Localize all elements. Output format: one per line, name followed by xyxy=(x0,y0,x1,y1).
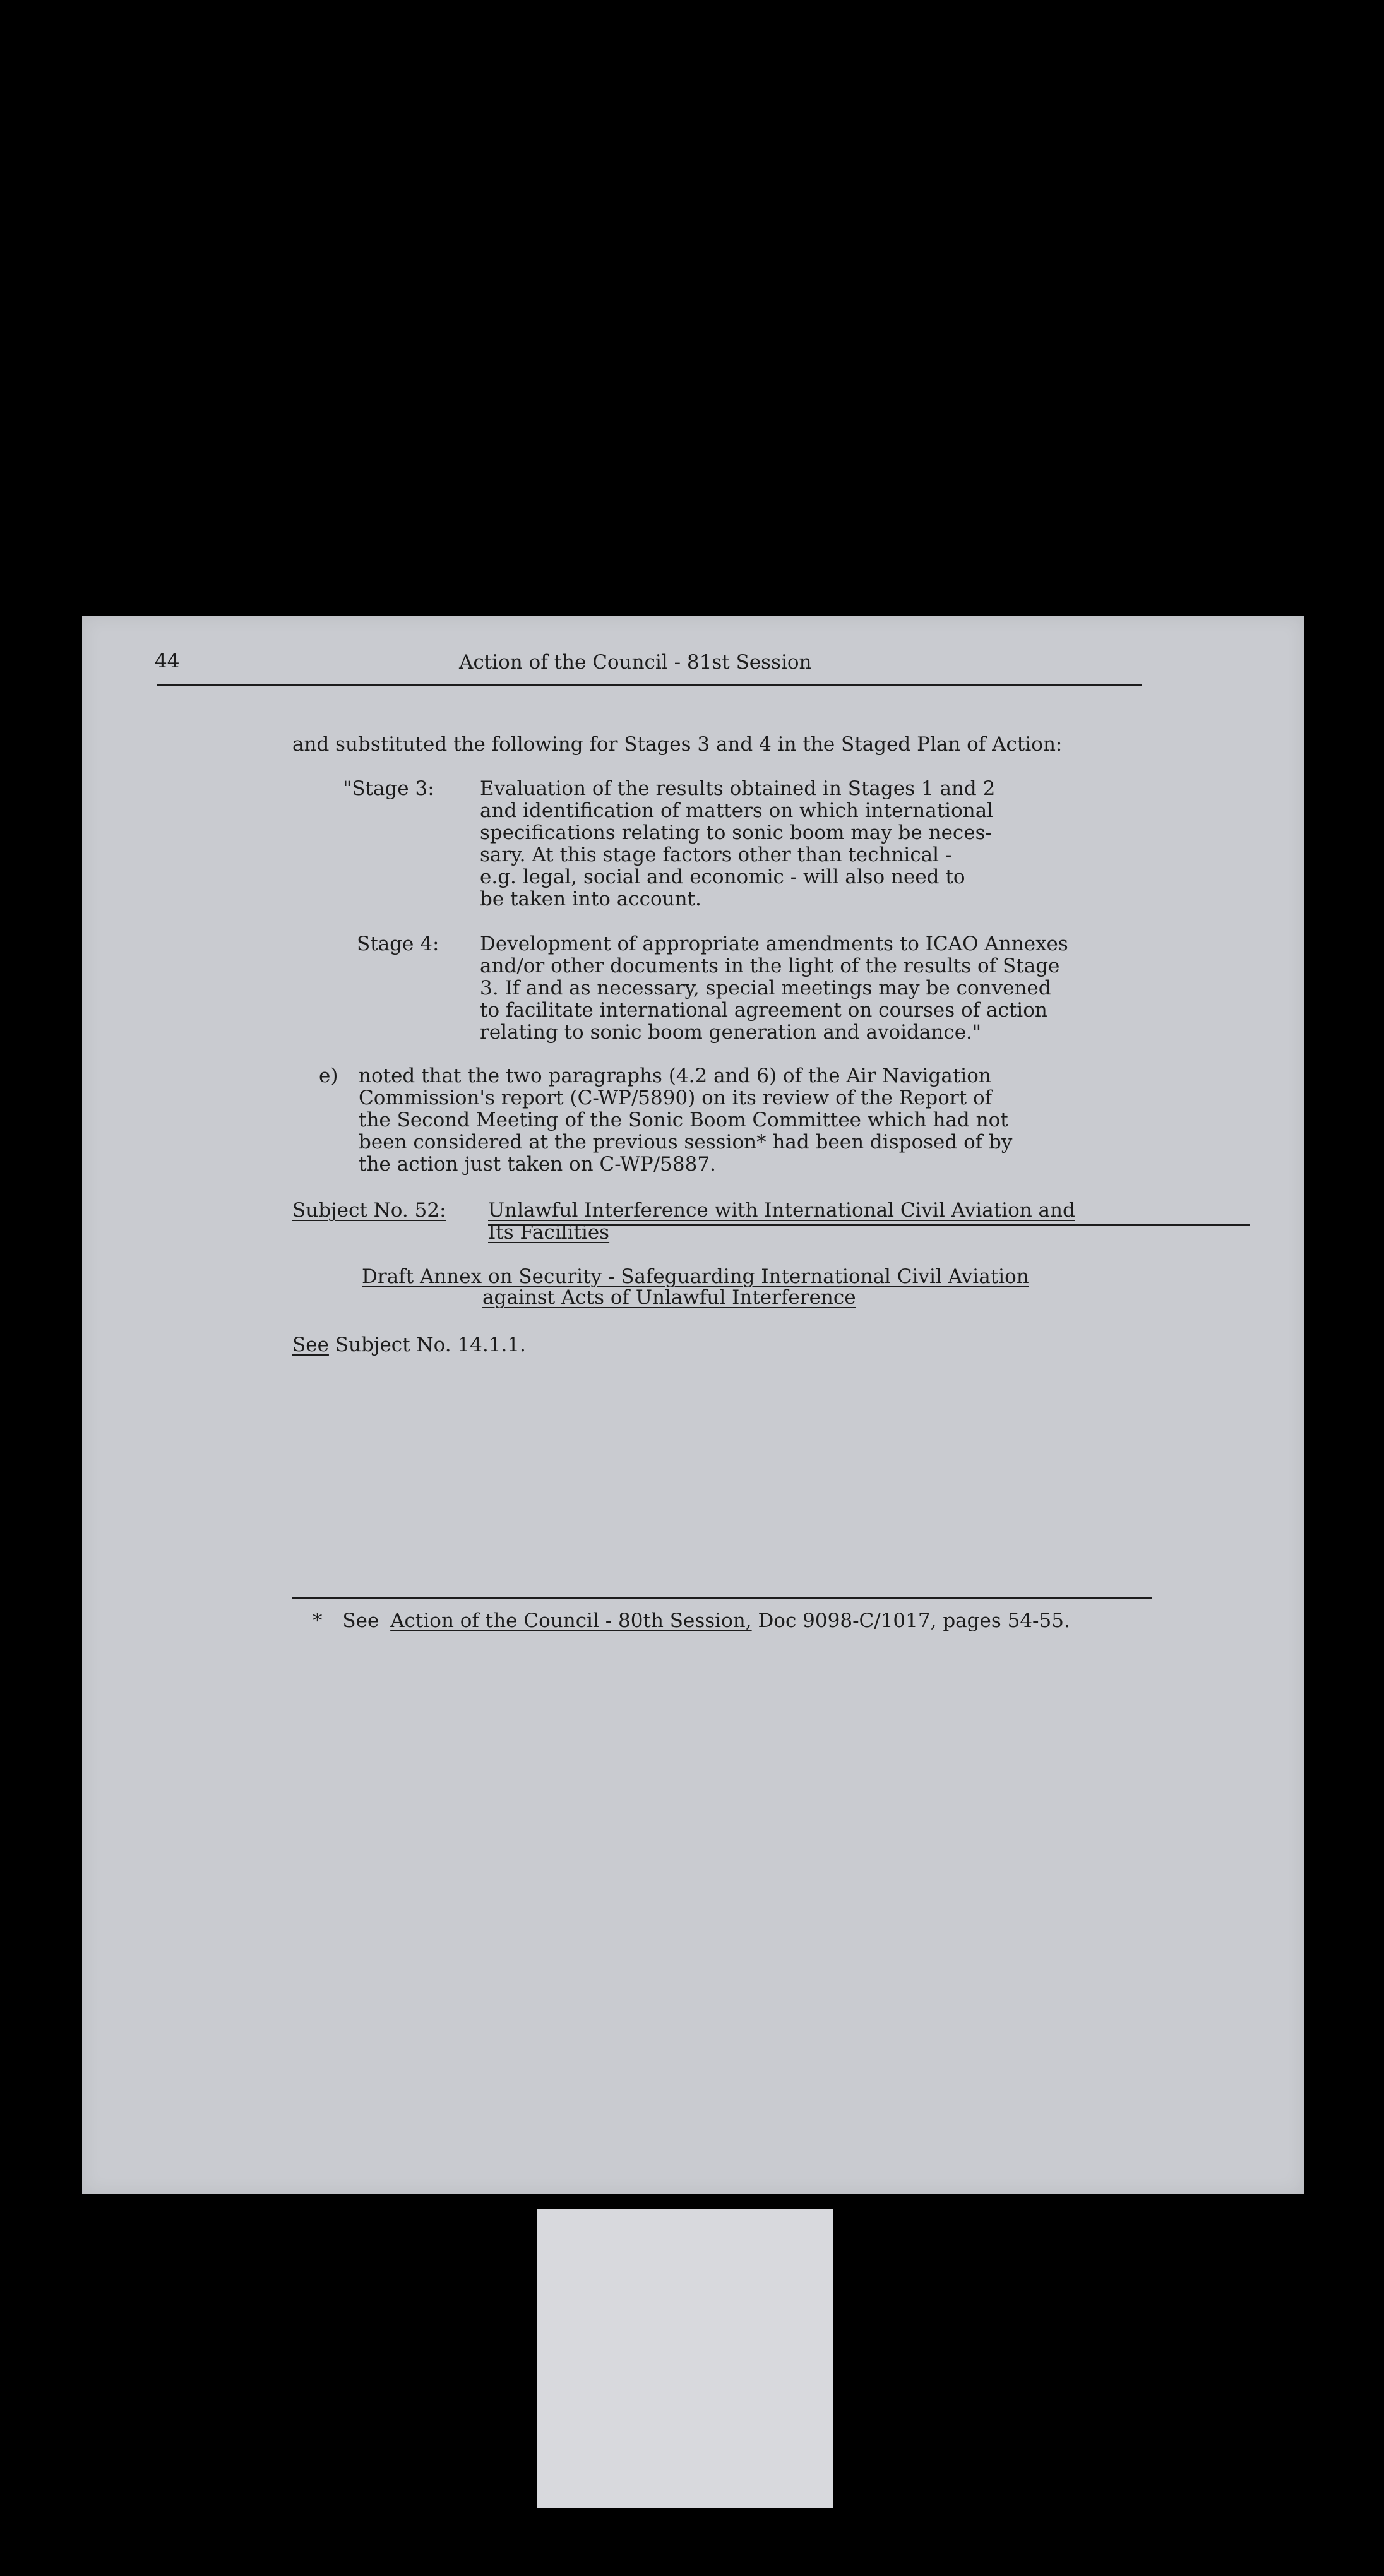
stage3-line: and identification of matters on which international xyxy=(480,799,994,822)
stage4-label: Stage 4: xyxy=(357,933,439,955)
stage3-text xyxy=(480,778,995,910)
paper-slip xyxy=(537,2209,833,2508)
stage4-line: 3. If and as necessary, special meetings may be convened xyxy=(480,977,1051,999)
document-page xyxy=(82,616,1304,2194)
header-rule xyxy=(157,684,1142,686)
footnote-marker: * xyxy=(313,1609,323,1632)
subject-label: Subject No. 52: xyxy=(292,1199,446,1222)
see-reference-rest: Subject No. 14.1.1. xyxy=(328,1333,526,1356)
running-title: Action of the Council - 81st Session xyxy=(459,651,812,674)
subject-subtitle-line1: Draft Annex on Security - Safeguarding International Civil Aviation xyxy=(362,1265,1029,1288)
item-e-line: Commission's report (C-WP/5890) on its review of the Report of xyxy=(359,1087,993,1109)
intro-paragraph: and substituted the following for Stages 3 and 4 in the Staged Plan of Action: xyxy=(292,733,1063,756)
stage3-line: Evaluation of the results obtained in Stages 1 and 2 xyxy=(480,777,996,800)
stage3-line: specifications relating to sonic boom may be neces- xyxy=(480,821,993,844)
subject-subtitle-line2: against Acts of Unlawful Interference xyxy=(482,1286,856,1309)
stage4-line: relating to sonic boom generation and avoidance." xyxy=(480,1021,982,1044)
see-reference xyxy=(292,1334,526,1356)
subject-title-line1: Unlawful Interference with International Civil Aviation and xyxy=(488,1199,1075,1222)
stage4-line: to facilitate international agreement on courses of action xyxy=(480,999,1047,1022)
item-e-line: noted that the two paragraphs (4.2 and 6) of the Air Navigation xyxy=(359,1064,991,1087)
item-e-text xyxy=(359,1065,1012,1176)
footnote xyxy=(313,1610,1070,1632)
stage4-line: and/or other documents in the light of the results of Stage xyxy=(480,955,1060,977)
item-e-label: e) xyxy=(319,1064,338,1087)
page-number: 44 xyxy=(155,650,180,672)
stage4-text xyxy=(480,933,1068,1044)
footnote-rule xyxy=(292,1597,1152,1599)
item-e-line: the Second Meeting of the Sonic Boom Committee which had not xyxy=(359,1109,1008,1131)
stage4-line: Development of appropriate amendments to ICAO Annexes xyxy=(480,933,1068,955)
footnote-see: See xyxy=(342,1609,379,1632)
stage3-label: "Stage 3: xyxy=(343,777,434,800)
item-e-line: been considered at the previous session* had been disposed of by xyxy=(359,1131,1013,1154)
stage3-line: be taken into account. xyxy=(480,888,701,910)
stage3-line: e.g. legal, social and economic - will also need to xyxy=(480,866,965,888)
footnote-rest: Doc 9098-C/1017, pages 54-55. xyxy=(751,1609,1070,1632)
footnote-title: Action of the Council - 80th Session, xyxy=(390,1609,752,1632)
stage3-line: sary. At this stage factors other than technical - xyxy=(480,844,952,866)
see-word: See xyxy=(292,1333,329,1356)
item-e-line: the action just taken on C-WP/5887. xyxy=(359,1153,716,1176)
subject-title-line2: Its Facilities xyxy=(488,1221,610,1244)
